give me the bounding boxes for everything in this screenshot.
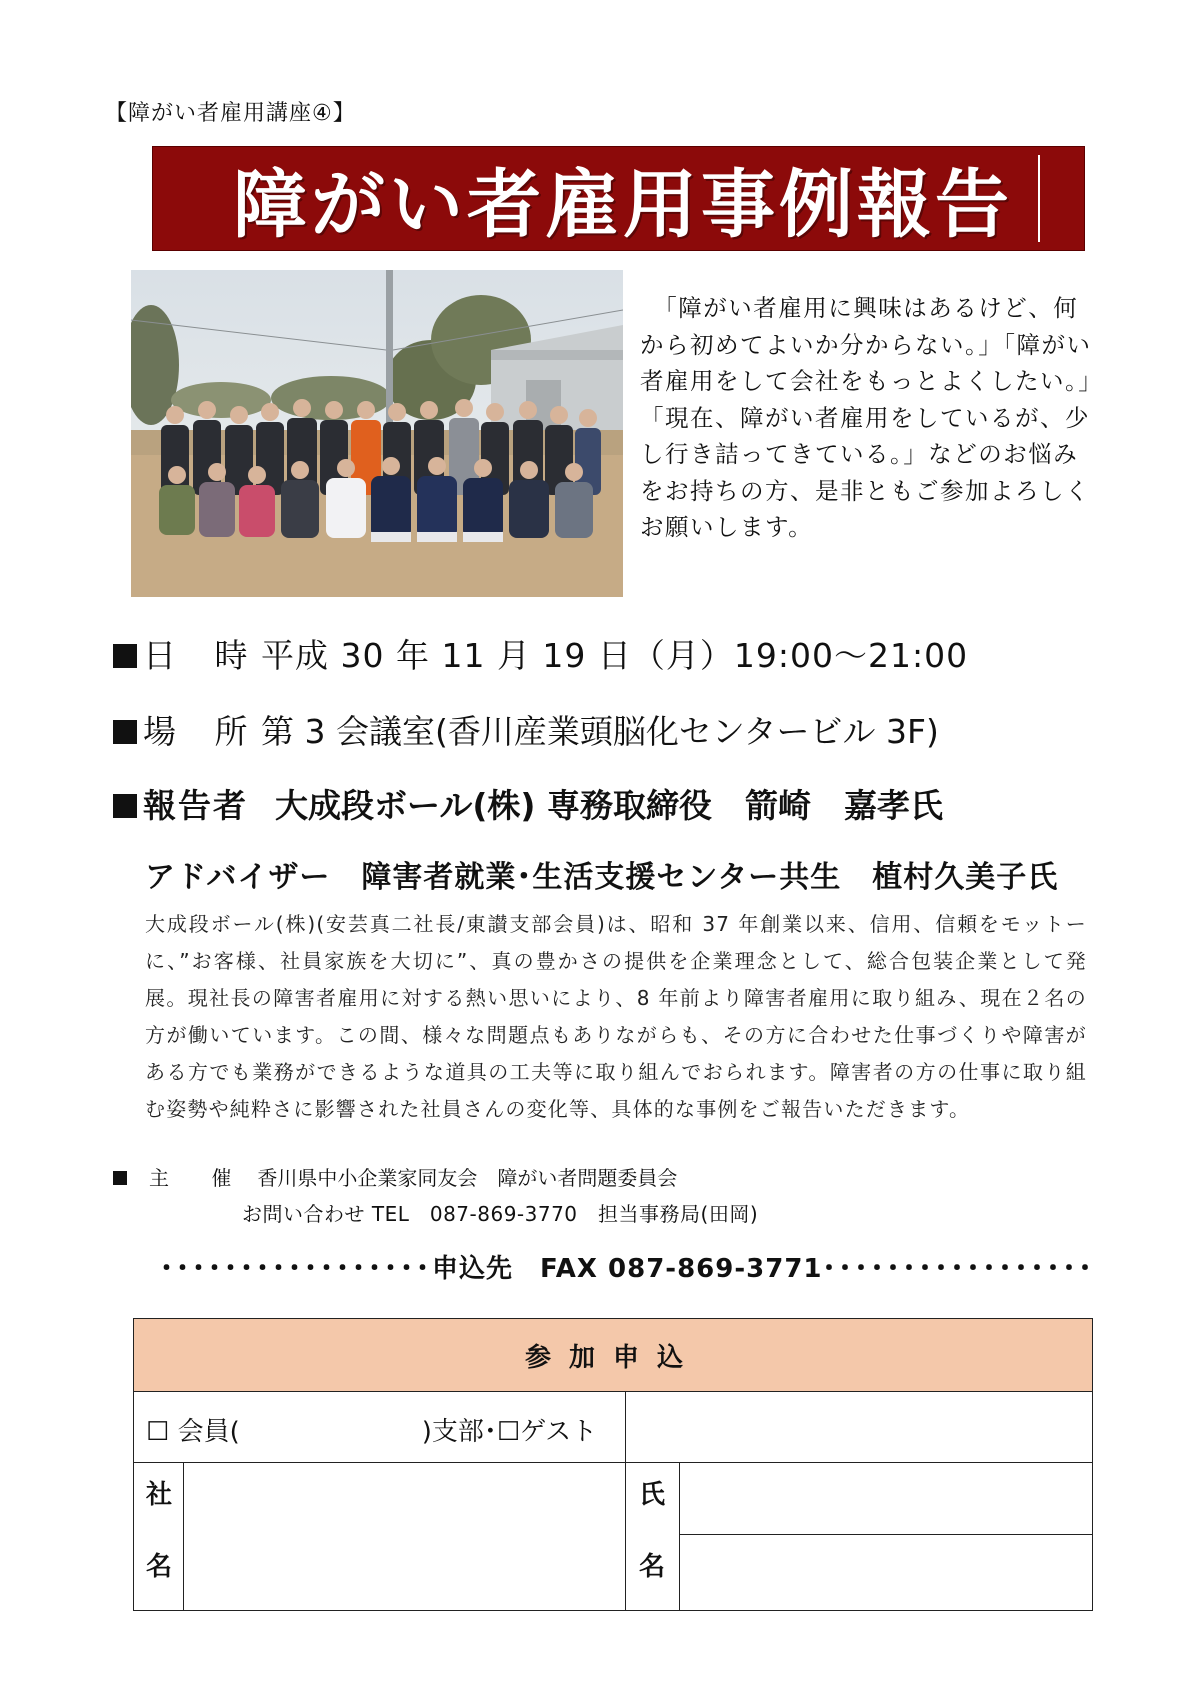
square-bullet-icon [113,1171,127,1185]
square-bullet-icon [113,720,137,744]
advisor-line: アドバイザー 障害者就業･生活支援センター共生 植村久美子氏 [145,860,1059,895]
date-label: 日 時 [143,636,262,675]
square-bullet-icon [113,644,137,668]
company-label-1: 社 [146,1480,173,1510]
date-row [113,630,968,677]
date-value: 平成 30 年 11 月 19 日（月）19:00～21:00 [261,636,969,675]
intro-text: 「障がい者雇用に興味はあるけど、何から初めてよいか分からない。」「障がい者雇用をして会社をもっとよくしたい。」「現在、障がい者雇用をしているが、少し行き詰ってきている。」などのお悩みをお持ちの方、是非ともご参加よろしくお願いします。 [640,294,1092,541]
company-label-2: 名 [146,1552,173,1582]
group-photo [131,270,623,597]
dots-left: ･････････････････ [160,1254,433,1284]
name-label-2: 名 [639,1552,666,1582]
form-header: 参加申込 [134,1319,1092,1392]
place-row [113,706,939,753]
form-divider [134,1462,1092,1463]
banner-divider [1038,155,1040,242]
apply-line [160,1248,1095,1285]
page-title: 障がい者雇用事例報告 [233,161,1013,248]
square-bullet-icon [113,794,137,818]
member-extra-field[interactable] [627,1393,1091,1461]
form-divider [679,1462,680,1610]
organizer-value: 香川県中小企業家同友会 障がい者問題委員会 [257,1166,678,1190]
company-name-field[interactable] [185,1464,623,1610]
title-banner [152,146,1085,251]
reporter-row [113,780,943,827]
series-label: 【障がい者雇用講座④】 [105,101,356,126]
application-form [133,1318,1093,1611]
reporter-value: 大成段ボール(株) 専務取締役 箭崎 嘉孝氏 [275,786,943,825]
name-field-2[interactable] [681,1536,1091,1610]
form-divider [625,1391,626,1610]
description: 大成段ボール(株)(安芸真二社長/東讃支部会員)は、昭和 37 年創業以来、信用、信頼をモットーに、”お客様、社員家族を大切に”、真の豊かさの提供を企業理念として、総合包装企業として発展。現社長の障害者雇用に対する熱い思いにより、8 年前より障害者雇用に取り組み、現在２名の方が働いています。この間、様々な問題点もありながらも、その方に合わせた仕事づくりや障害がある方でも業務ができるような道具の工夫等に取り組んでおられます。障害者の方の仕事に取り組む姿勢や純粋さに影響された社員さんの変化等、具体的な事例をご報告いただきます。 [145,912,1088,1121]
apply-fax: 申込先 FAX 087-869-3771 [432,1254,823,1284]
form-divider [679,1534,1092,1535]
form-divider [183,1462,184,1610]
place-label: 場 所 [143,712,262,751]
place-value: 第 3 会議室(香川産業頭脳化センタービル 3F) [261,712,939,751]
name-field-1[interactable] [681,1464,1091,1533]
organizer-label: 主 催 [149,1166,250,1190]
name-label-1: 氏 [639,1480,666,1510]
member-type-field[interactable]: ☐ 会員( )支部･☐ゲスト [146,1417,598,1447]
contact-line: お問い合わせ TEL 087-869-3770 担当事務局(田岡) [242,1202,759,1226]
organizer-line [113,1162,677,1191]
dots-right: ･････････････････ [822,1254,1095,1284]
reporter-label: 報告者 [143,786,248,825]
